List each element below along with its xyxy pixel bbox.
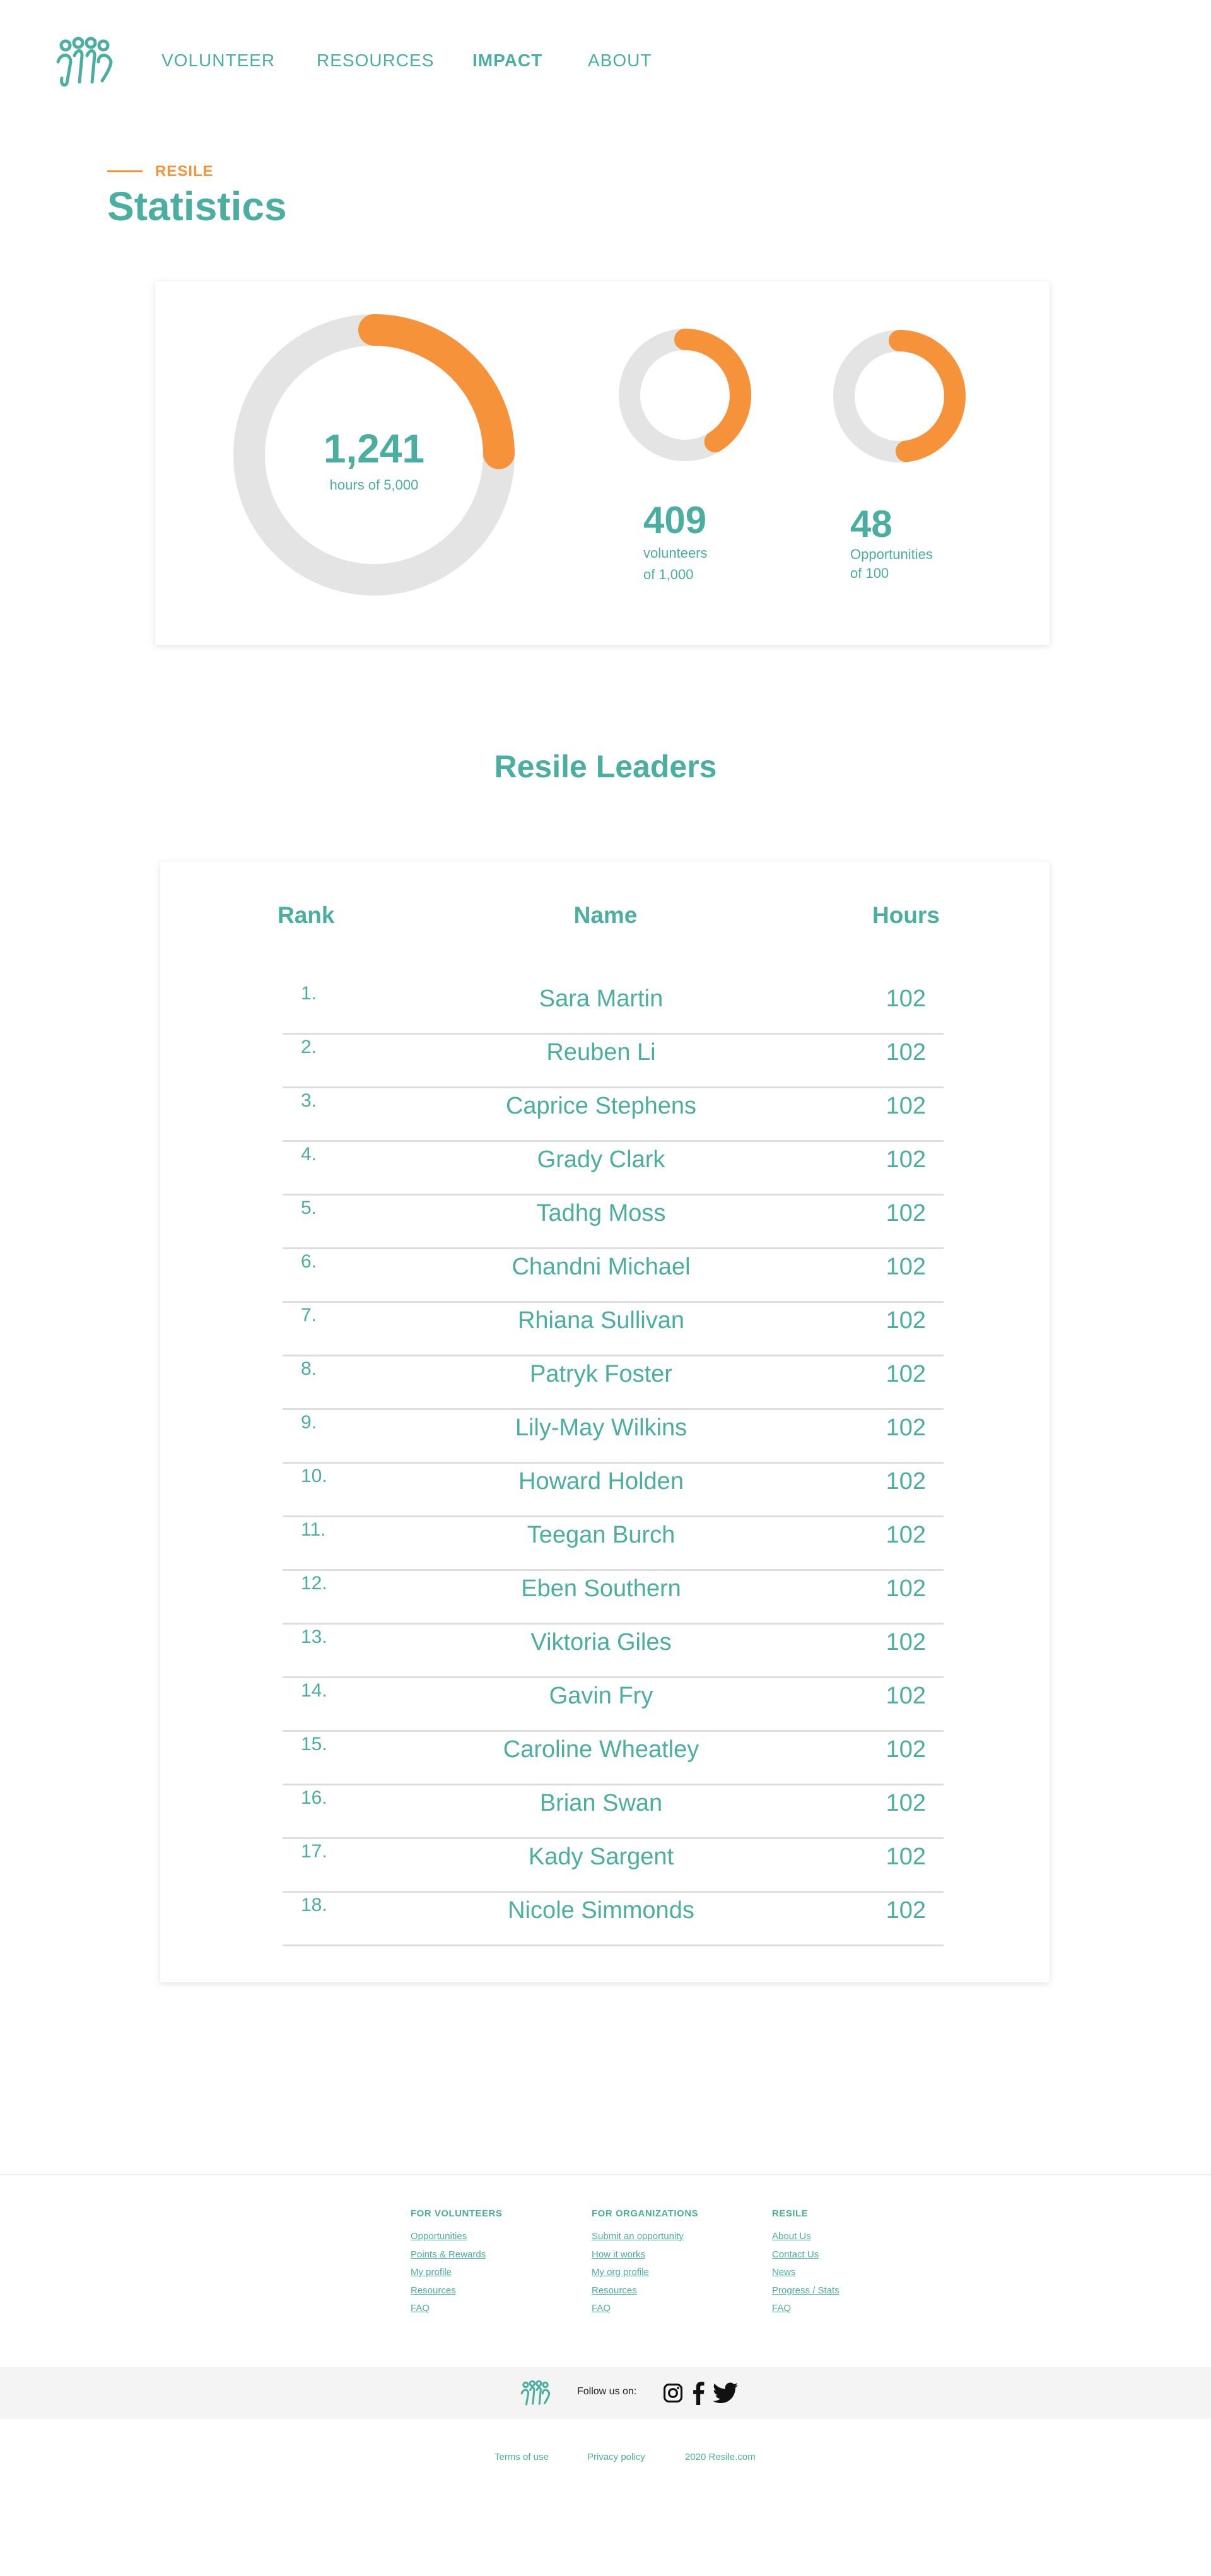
footer-column-volunteers bbox=[411, 2208, 502, 2318]
name-cell: Lily-May Wilkins bbox=[515, 1414, 687, 1441]
rank-cell: 5. bbox=[301, 1197, 317, 1218]
hours-cell: 102 bbox=[886, 1361, 926, 1387]
table-row bbox=[283, 1569, 944, 1625]
hours-cell: 102 bbox=[886, 1897, 926, 1924]
name-cell: Patryk Foster bbox=[530, 1361, 672, 1387]
name-cell: Kady Sargent bbox=[528, 1844, 674, 1870]
footer-heading: FOR ORGANIZATIONS bbox=[592, 2208, 699, 2219]
name-cell: Gavin Fry bbox=[549, 1683, 653, 1709]
rank-cell: 12. bbox=[301, 1573, 327, 1594]
hours-cell: 102 bbox=[886, 1146, 926, 1173]
footer-link[interactable]: Opportunities bbox=[411, 2231, 467, 2242]
opportunities-donut-chart bbox=[833, 329, 966, 463]
hours-cell: 102 bbox=[886, 1522, 926, 1548]
opportunities-label-line1: Opportunities bbox=[850, 546, 933, 562]
footer-logo[interactable] bbox=[518, 2380, 553, 2408]
name-cell: Caprice Stephens bbox=[505, 1093, 697, 1119]
table-row bbox=[283, 1355, 944, 1410]
footer-column-resile bbox=[772, 2208, 840, 2318]
twitter-icon[interactable] bbox=[713, 2382, 738, 2404]
hours-label: hours of 5,000 bbox=[329, 477, 419, 493]
table-row bbox=[283, 1033, 944, 1088]
table-row bbox=[283, 1408, 944, 1464]
hours-cell: 102 bbox=[886, 1414, 926, 1441]
opportunities-label-line2: of 100 bbox=[850, 565, 889, 581]
footer-link[interactable]: About Us bbox=[772, 2231, 811, 2242]
hours-cell: 102 bbox=[886, 985, 926, 1012]
table-row bbox=[283, 1140, 944, 1196]
nav-resources[interactable]: RESOURCES bbox=[317, 50, 435, 70]
table-row bbox=[283, 1301, 944, 1356]
volunteers-label-line2: of 1,000 bbox=[643, 567, 694, 582]
table-row bbox=[283, 1676, 944, 1732]
name-cell: Brian Swan bbox=[539, 1790, 663, 1816]
table-row bbox=[283, 1623, 944, 1678]
eyebrow-label: RESILE bbox=[155, 163, 214, 180]
name-cell: Grady Clark bbox=[537, 1146, 665, 1173]
footer-link[interactable]: My profile bbox=[411, 2267, 452, 2278]
hours-cell: 102 bbox=[886, 1468, 926, 1495]
footer-link[interactable]: FAQ bbox=[592, 2303, 611, 2314]
hours-cell: 102 bbox=[886, 1575, 926, 1602]
hours-cell: 102 bbox=[886, 1093, 926, 1119]
page-title: Statistics bbox=[107, 184, 287, 229]
hours-cell: 102 bbox=[886, 1683, 926, 1709]
rank-cell: 1. bbox=[301, 983, 317, 1004]
table-row bbox=[283, 1784, 944, 1839]
table-row bbox=[283, 1515, 944, 1571]
rank-cell: 11. bbox=[301, 1519, 326, 1540]
table-row bbox=[283, 1086, 944, 1142]
name-cell: Caroline Wheatley bbox=[503, 1736, 699, 1763]
privacy-link[interactable]: Privacy policy bbox=[587, 2452, 645, 2462]
column-header-hours: Hours bbox=[872, 902, 940, 928]
footer-link[interactable]: FAQ bbox=[772, 2303, 792, 2314]
table-row bbox=[283, 1194, 944, 1249]
name-cell: Nicole Simmonds bbox=[508, 1897, 694, 1924]
volunteers-label-line1: volunteers bbox=[643, 545, 708, 561]
rank-cell: 9. bbox=[301, 1412, 317, 1433]
hours-cell: 102 bbox=[886, 1790, 926, 1816]
footer-link[interactable]: Submit an opportunity bbox=[592, 2231, 684, 2242]
facebook-icon[interactable] bbox=[691, 2381, 706, 2405]
hours-cell: 102 bbox=[886, 1736, 926, 1763]
follow-us-label: Follow us on: bbox=[577, 2386, 637, 2397]
table-row bbox=[283, 1730, 944, 1785]
rank-cell: 13. bbox=[301, 1626, 327, 1647]
table-row bbox=[283, 1837, 944, 1893]
hours-cell: 102 bbox=[886, 1254, 926, 1280]
footer-link[interactable]: News bbox=[772, 2267, 796, 2278]
copyright-link[interactable]: 2020 Resile.com bbox=[685, 2452, 756, 2462]
name-cell: Teegan Burch bbox=[527, 1522, 676, 1548]
rank-cell: 4. bbox=[301, 1144, 317, 1165]
table-row bbox=[283, 979, 944, 1035]
instagram-icon[interactable] bbox=[662, 2382, 684, 2404]
name-cell: Tadhg Moss bbox=[536, 1200, 666, 1226]
name-cell: Chandni Michael bbox=[512, 1254, 691, 1280]
terms-link[interactable]: Terms of use bbox=[494, 2452, 549, 2462]
hours-cell: 102 bbox=[886, 1307, 926, 1334]
name-cell: Reuben Li bbox=[546, 1039, 656, 1066]
hours-cell: 102 bbox=[886, 1039, 926, 1066]
rank-cell: 18. bbox=[301, 1895, 327, 1915]
footer-heading: RESILE bbox=[772, 2208, 809, 2219]
hours-value: 1,241 bbox=[323, 426, 425, 471]
footer-column-organizations bbox=[592, 2208, 698, 2318]
footer-link[interactable]: Points & Rewards bbox=[411, 2249, 486, 2260]
table-row bbox=[283, 1247, 944, 1303]
footer-link[interactable]: Progress / Stats bbox=[772, 2285, 840, 2296]
table-row bbox=[283, 1462, 944, 1517]
rank-cell: 7. bbox=[301, 1305, 317, 1326]
hours-cell: 102 bbox=[886, 1200, 926, 1226]
footer-link[interactable]: Resources bbox=[411, 2285, 456, 2296]
nav-impact[interactable]: IMPACT bbox=[472, 50, 543, 70]
hours-cell: 102 bbox=[886, 1844, 926, 1870]
hours-cell: 102 bbox=[886, 1629, 926, 1656]
social-bar bbox=[0, 2367, 1211, 2419]
name-cell: Eben Southern bbox=[521, 1575, 681, 1602]
rank-cell: 17. bbox=[301, 1841, 327, 1862]
nav-volunteer[interactable]: VOLUNTEER bbox=[161, 50, 276, 70]
column-header-name: Name bbox=[573, 902, 638, 928]
eyebrow-rule bbox=[107, 170, 143, 172]
rank-cell: 6. bbox=[301, 1251, 317, 1272]
name-cell: Viktoria Giles bbox=[530, 1629, 672, 1656]
rank-cell: 2. bbox=[301, 1037, 317, 1057]
rank-cell: 16. bbox=[301, 1787, 327, 1808]
rank-cell: 15. bbox=[301, 1734, 327, 1755]
volunteers-donut-chart bbox=[618, 328, 752, 462]
footer-link[interactable]: How it works bbox=[592, 2249, 646, 2260]
rank-cell: 3. bbox=[301, 1090, 317, 1111]
rank-cell: 10. bbox=[301, 1466, 327, 1486]
nav-about[interactable]: ABOUT bbox=[588, 50, 652, 70]
footer-heading: FOR VOLUNTEERS bbox=[411, 2208, 503, 2219]
rank-cell: 8. bbox=[301, 1358, 317, 1379]
footer-link[interactable]: Contact Us bbox=[772, 2249, 819, 2260]
volunteers-value: 409 bbox=[643, 499, 707, 541]
table-row bbox=[283, 1891, 944, 1946]
column-header-rank: Rank bbox=[278, 902, 335, 928]
rank-cell: 14. bbox=[301, 1680, 327, 1701]
footer-link[interactable]: Resources bbox=[592, 2285, 637, 2296]
footer-divider bbox=[0, 2174, 1211, 2175]
footer-link[interactable]: My org profile bbox=[592, 2267, 649, 2278]
name-cell: Rhiana Sullivan bbox=[517, 1307, 685, 1334]
name-cell: Howard Holden bbox=[518, 1468, 684, 1495]
resile-logo[interactable] bbox=[52, 37, 117, 88]
name-cell: Sara Martin bbox=[539, 985, 664, 1012]
opportunities-value: 48 bbox=[850, 503, 892, 545]
footer-link[interactable]: FAQ bbox=[411, 2303, 430, 2314]
leaders-title: Resile Leaders bbox=[494, 749, 717, 784]
